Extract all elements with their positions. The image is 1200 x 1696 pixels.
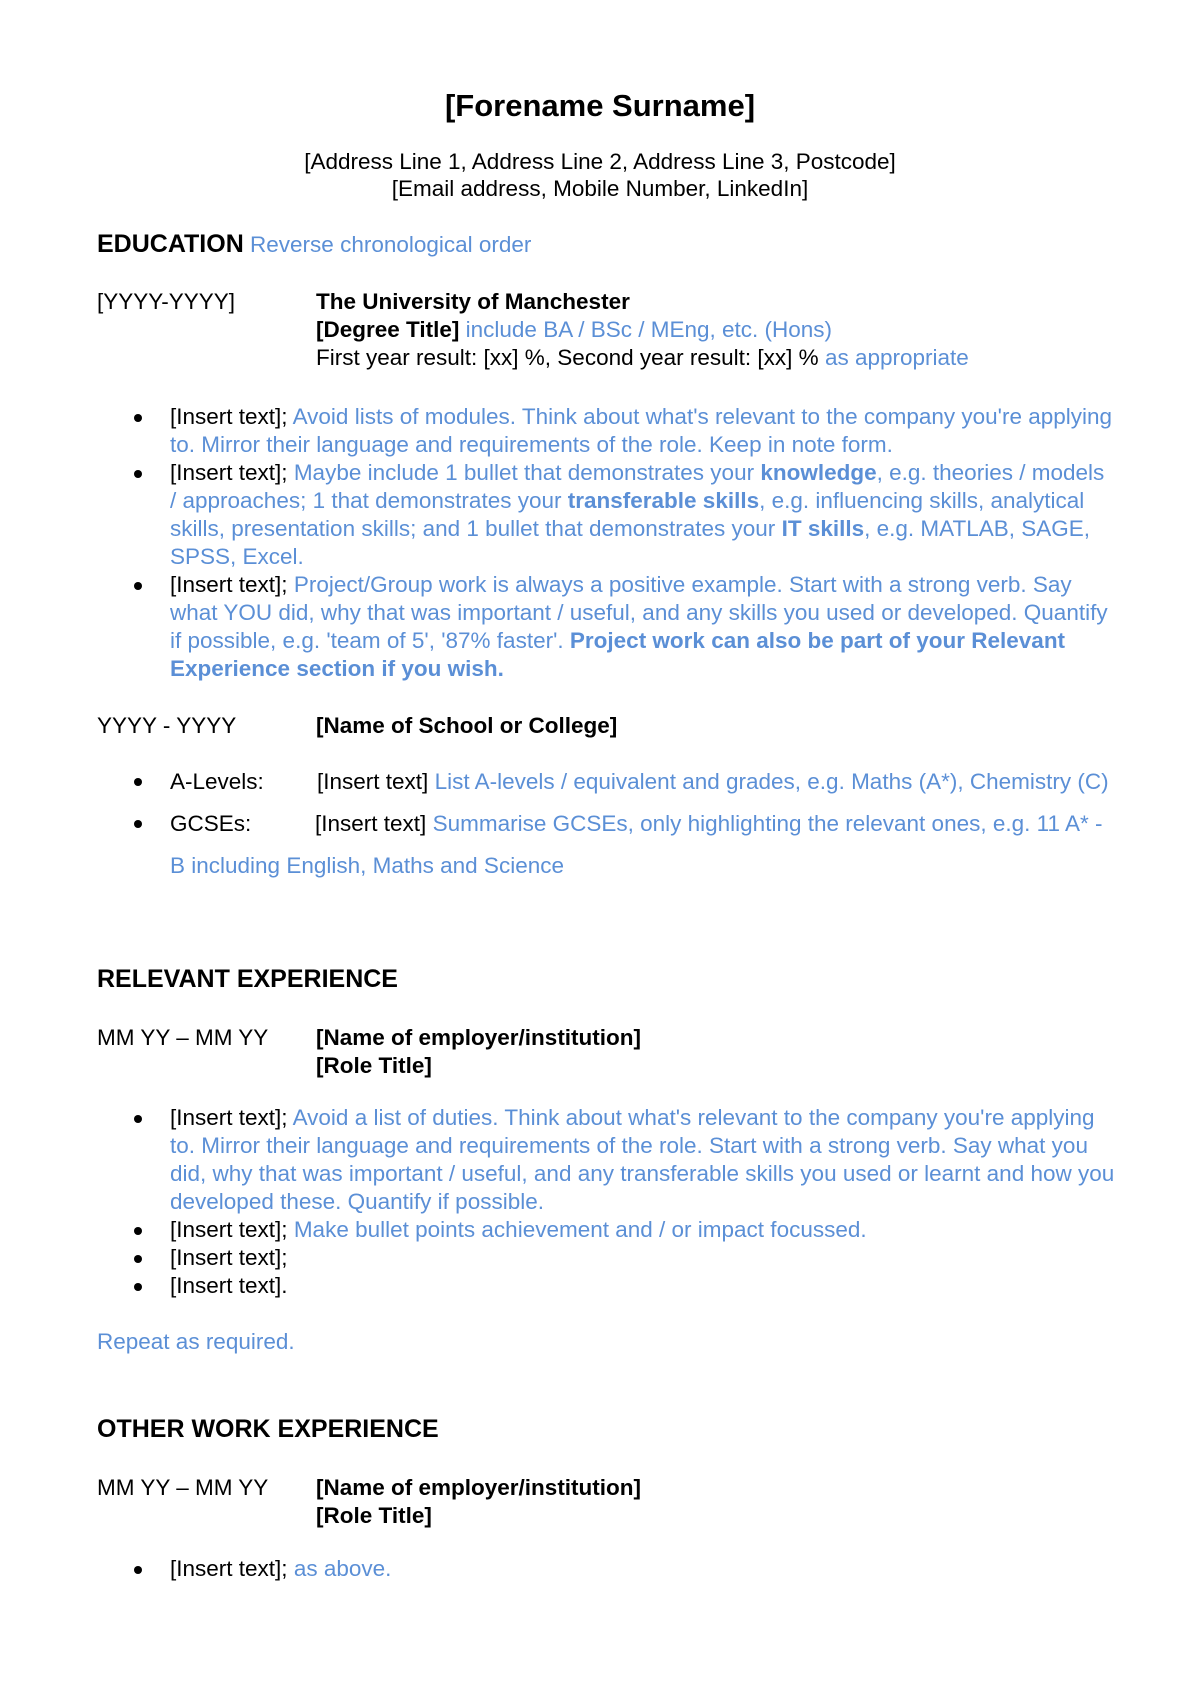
other-experience-heading: OTHER WORK EXPERIENCE bbox=[97, 1415, 439, 1443]
insert-text-placeholder: [Insert text]; bbox=[170, 572, 288, 597]
insert-text-placeholder: [Insert text] bbox=[317, 769, 429, 794]
school-bullet-list bbox=[170, 761, 1115, 887]
bullet-hint: Avoid a list of duties. Think about what's relevant to the company you're applying to. Mirror their language and requirements of the role. Start with a strong verb. Say what you did, why that was important / useful, and any transferable skills you used or learnt and how you developed these. Quantify if possible. bbox=[170, 1105, 1115, 1214]
insert-text-placeholder: [Insert text]; bbox=[170, 1105, 288, 1130]
bullet-icon bbox=[134, 1115, 142, 1123]
degree-hint: include BA / BSc / MEng, etc. (Hons) bbox=[465, 317, 833, 342]
list-item bbox=[170, 1272, 1115, 1300]
qualification-label: A-Levels: bbox=[170, 769, 264, 794]
transferable-skills-emphasis: transferable skills bbox=[567, 488, 760, 513]
bullet-hint: as above. bbox=[293, 1556, 392, 1581]
employer-name: [Name of employer/institution] bbox=[316, 1025, 642, 1050]
other-employer-block bbox=[316, 1474, 641, 1530]
list-item bbox=[170, 571, 1115, 683]
results-hint: as appropriate bbox=[824, 345, 969, 370]
bullet-hint: , e.g. MATLAB, SAGE, SPSS, Excel. bbox=[170, 516, 1091, 569]
insert-text-placeholder: [Insert text] bbox=[315, 811, 427, 836]
bullet-icon bbox=[134, 1255, 142, 1263]
candidate-name: [Forename Surname] bbox=[444, 88, 756, 123]
repeat-note: Repeat as required. bbox=[97, 1329, 295, 1354]
bullet-hint: , e.g. influencing skills, analytical skills, presentation skills; and 1 bullet that demonstrates your bbox=[170, 488, 1085, 541]
insert-text-placeholder: [Insert text]. bbox=[170, 1273, 288, 1298]
list-item bbox=[170, 761, 1115, 803]
bullet-hint: Make bullet points achievement and / or impact focussed. bbox=[293, 1217, 867, 1242]
school-name: [Name of School or College] bbox=[316, 713, 618, 738]
role-title: [Role Title] bbox=[316, 1503, 432, 1528]
relevant-dates: MM YY – MM YY bbox=[97, 1025, 269, 1050]
list-item bbox=[170, 459, 1115, 571]
bullet-hint: List A-levels / equivalent and grades, e.g. Maths (A*), Chemistry (C) bbox=[434, 769, 1109, 794]
university-name: The University of Manchester bbox=[316, 289, 630, 314]
bullet-icon bbox=[134, 778, 142, 786]
relevant-employer-block bbox=[316, 1024, 641, 1080]
degree-title: [Degree Title] bbox=[316, 317, 460, 342]
other-bullet-list bbox=[170, 1555, 1115, 1583]
bullet-icon bbox=[134, 1566, 142, 1574]
bullet-hint: Summarise GCSEs, only highlighting the relevant ones, e.g. 11 A* - B including English, Maths and Science bbox=[170, 811, 1103, 878]
other-dates: MM YY – MM YY bbox=[97, 1475, 269, 1500]
university-dates: [YYYY-YYYY] bbox=[97, 289, 235, 314]
insert-text-placeholder: [Insert text]; bbox=[170, 1217, 288, 1242]
bullet-icon bbox=[134, 414, 142, 422]
bullet-hint: , e.g. theories / models / approaches; 1 that demonstrates your bbox=[170, 460, 1105, 513]
bullet-hint: Avoid lists of modules. Think about what's relevant to the company you're applying to. Mirror their language and requirements of the role. Keep in note form. bbox=[170, 404, 1113, 457]
education-section-header bbox=[97, 230, 531, 259]
bullet-icon bbox=[134, 820, 142, 828]
bullet-icon bbox=[134, 1283, 142, 1291]
insert-text-placeholder: [Insert text]; bbox=[170, 1245, 288, 1270]
results-text: First year result: [xx] %, Second year result: [xx] % bbox=[316, 345, 819, 370]
bullet-icon bbox=[134, 1227, 142, 1235]
relevant-bullet-list bbox=[170, 1104, 1115, 1300]
knowledge-emphasis: knowledge bbox=[760, 460, 877, 485]
bullet-hint: Project/Group work is always a positive example. Start with a strong verb. Say what YOU did, why that was important / useful, and any skills you used or developed. Quantify if possible, e.g. 'team of 5', '87% faster'. bbox=[170, 572, 1108, 653]
it-skills-emphasis: IT skills bbox=[781, 516, 865, 541]
list-item bbox=[170, 1244, 1115, 1272]
list-item bbox=[170, 403, 1115, 459]
list-item bbox=[170, 1555, 1115, 1583]
qualification-label: GCSEs: bbox=[170, 811, 252, 836]
education-hint: Reverse chronological order bbox=[250, 232, 532, 257]
role-title: [Role Title] bbox=[316, 1053, 432, 1078]
relevant-experience-heading: RELEVANT EXPERIENCE bbox=[97, 965, 398, 993]
university-block bbox=[316, 288, 1116, 372]
list-item bbox=[170, 803, 1115, 887]
university-bullet-list bbox=[170, 403, 1115, 683]
bullet-icon bbox=[134, 582, 142, 590]
list-item bbox=[170, 1216, 1115, 1244]
project-work-emphasis: Project work can also be part of your Relevant Experience section if you wish. bbox=[170, 628, 1066, 681]
contact-line: [Email address, Mobile Number, LinkedIn] bbox=[391, 176, 809, 201]
insert-text-placeholder: [Insert text]; bbox=[170, 1556, 288, 1581]
education-heading: EDUCATION bbox=[97, 230, 244, 258]
insert-text-placeholder: [Insert text]; bbox=[170, 404, 288, 429]
list-item bbox=[170, 1104, 1115, 1216]
bullet-hint: Maybe include 1 bullet that demonstrates your bbox=[293, 460, 755, 485]
employer-name: [Name of employer/institution] bbox=[316, 1475, 642, 1500]
school-dates: YYYY - YYYY bbox=[97, 713, 237, 738]
address-line: [Address Line 1, Address Line 2, Address Line 3, Postcode] bbox=[304, 149, 896, 174]
bullet-icon bbox=[134, 470, 142, 478]
insert-text-placeholder: [Insert text]; bbox=[170, 460, 288, 485]
